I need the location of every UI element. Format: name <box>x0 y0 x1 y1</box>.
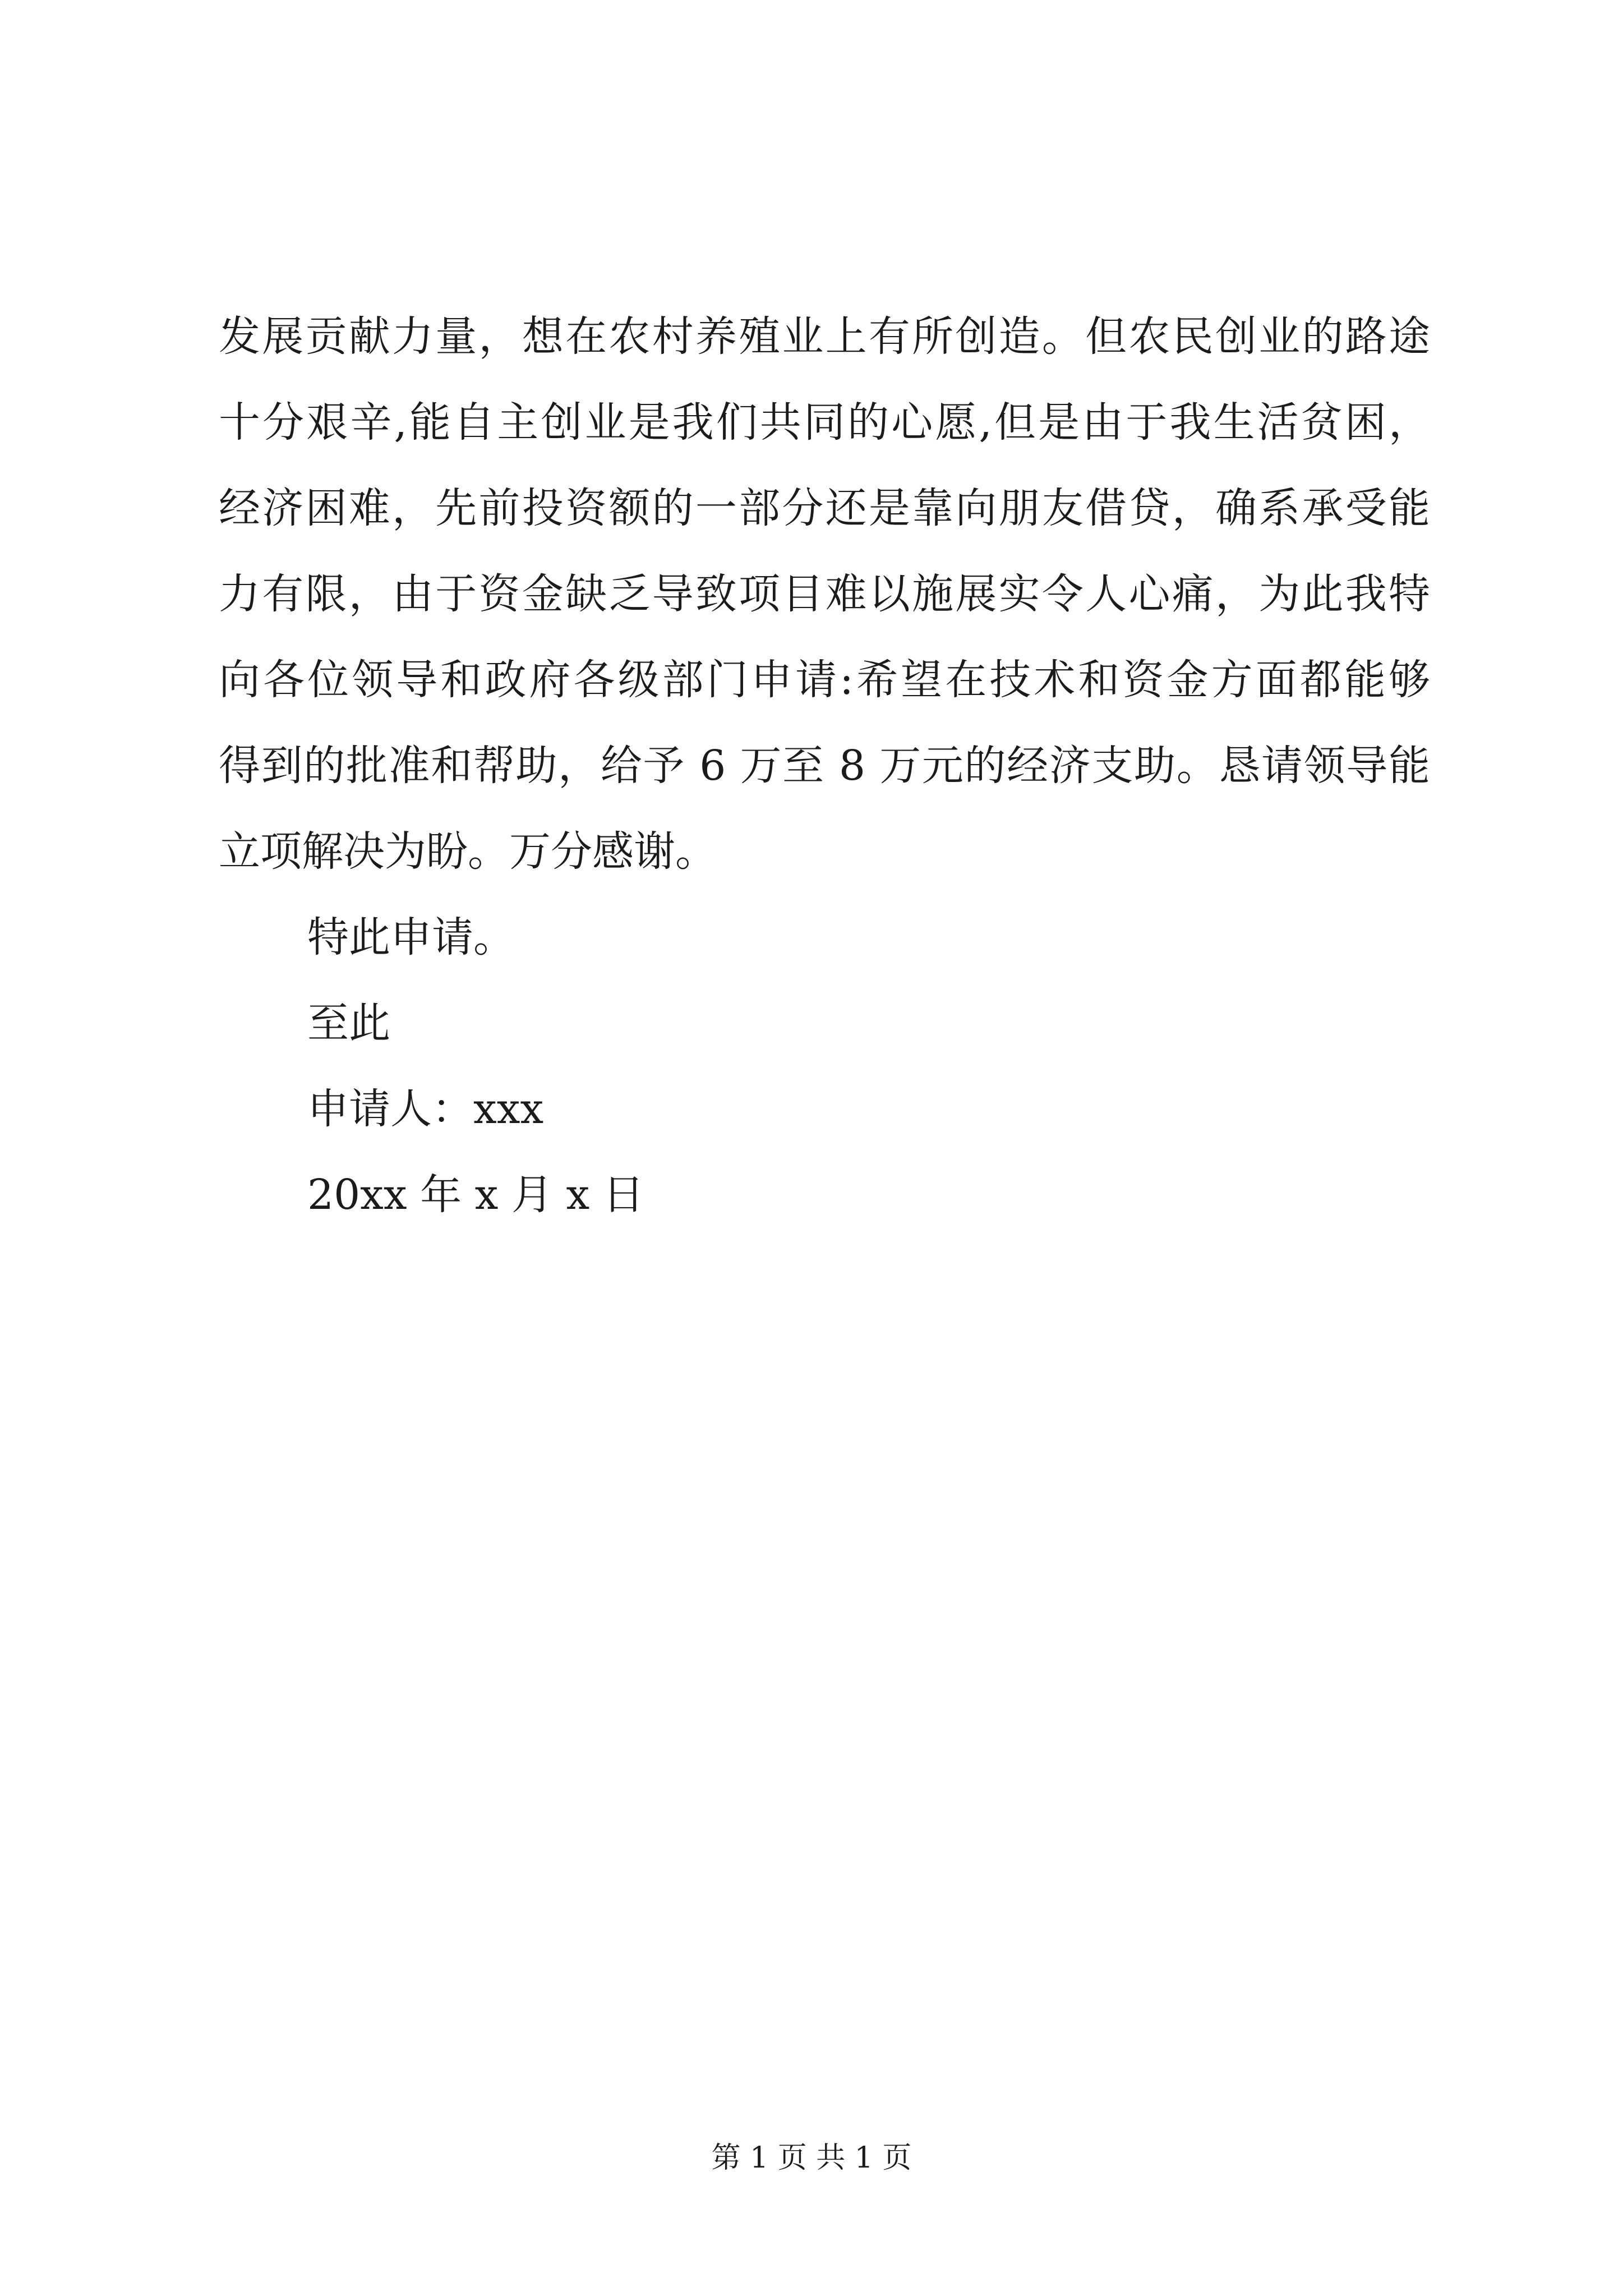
body-line: 十分艰辛,能自主创业是我们共同的心愿,但是由于我生活贫困， <box>219 398 1430 447</box>
closing-salutation: 至此 <box>307 999 390 1047</box>
body-line: 得到的批准和帮助，给予 6 万至 8 万元的经济支助。恳请领导能 <box>219 742 1430 790</box>
closing-statement: 特此申请。 <box>307 913 515 961</box>
page-number-label: 第 1 页 共 1 页 <box>711 2141 912 2175</box>
letter-body <box>219 294 1430 1238</box>
applicant-signature: 申请人：xxx <box>307 1085 544 1133</box>
page-footer <box>0 2138 1623 2178</box>
letter-date: 20xx 年 x 月 x 日 <box>307 1171 644 1219</box>
body-line: 向各位领导和政府各级部门申请:希望在技术和资金方面都能够 <box>219 656 1430 704</box>
body-line: 经济困难，先前投资额的一部分还是靠向朋友借贷，确系承受能 <box>219 484 1430 532</box>
body-line: 发展贡献力量，想在农村养殖业上有所创造。但农民创业的路途 <box>219 312 1430 361</box>
body-line: 立项解决为盼。万分感谢。 <box>219 827 717 876</box>
body-line: 力有限，由于资金缺乏导致项目难以施展实令人心痛，为此我特 <box>219 570 1430 618</box>
